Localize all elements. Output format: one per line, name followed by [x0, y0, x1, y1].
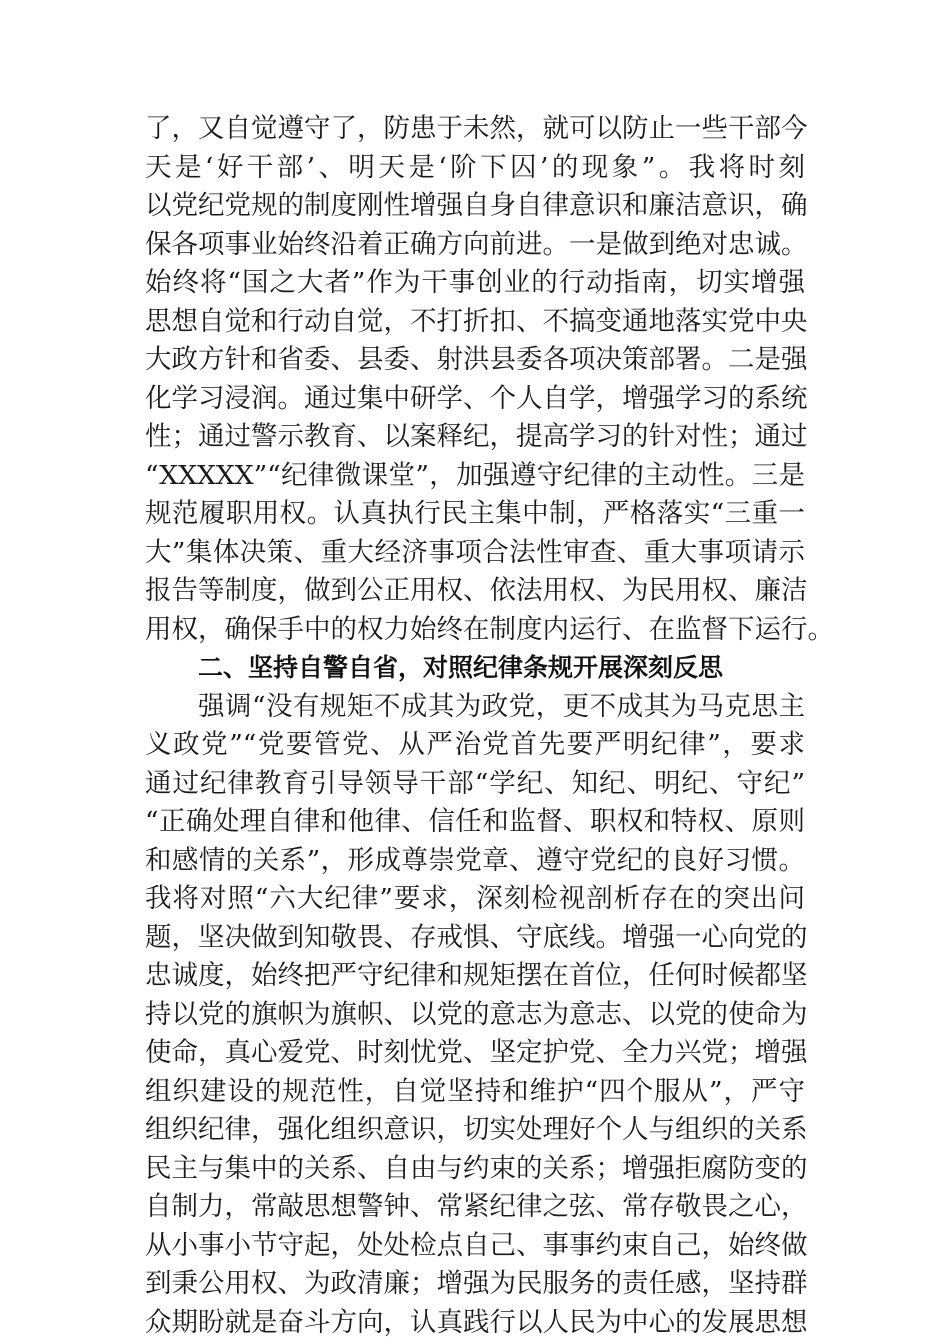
text-line: 组织建设的规范性，自觉坚持和维护“四个服从”，严守 — [145, 1075, 805, 1107]
text-line: 大”集体决策、重大经济事项合法性审查、重大事项请示 — [145, 536, 805, 568]
text-line: 题，坚决做到知敬畏、存戒惧、守底线。增强一心向党的 — [145, 921, 808, 953]
text-line: 使命，真心爱党、时刻忧党、坚定护党、全力兴党；增强 — [145, 1037, 808, 1068]
text-line: 以党纪党规的制度刚性增强自身自律意识和廉洁意识，确 — [145, 190, 808, 221]
text-line: “正确处理自律和他律、信任和监督、职权和特权、原则 — [145, 806, 805, 837]
text-line: 报告等制度，做到公正用权、依法用权、为民用权、廉洁 — [145, 575, 808, 606]
text-line: 民主与集中的关系、自由与约束的关系；增强拒腐防变的 — [145, 1152, 808, 1184]
text-line: 强调“没有规矩不成其为政党，更不成其为马克思主 — [198, 690, 805, 722]
text-line: 保各项事业始终沿着正确方向前进。一是做到绝对忠诚。 — [145, 228, 808, 260]
text-line: 天是‘好干部’、明天是‘阶下囚’的现象”。我将时刻 — [145, 151, 805, 183]
section-heading: 二、坚持自警自省，对照纪律条规开展深刻反思 — [198, 653, 724, 682]
paragraph-discipline-intro — [145, 110, 834, 649]
text-line: 义政党”“党要管党、从严治党首先要严明纪律”，要求 — [145, 729, 805, 760]
text-line: 众期盼就是奋斗方向，认真践行以人民为中心的发展思想 — [145, 1306, 808, 1338]
text-line: “XXXXX”“纪律微课堂”，加强遵守纪律的主动性。三是 — [145, 459, 805, 491]
text-line: 了，又自觉遵守了，防患于未然，就可以防止一些干部今 — [145, 113, 808, 144]
text-line: 从小事小节守起，处处检点自己、事事约束自己，始终做 — [145, 1229, 808, 1261]
text-line: 大政方针和省委、县委、射洪县委各项决策部署。二是强 — [145, 344, 808, 375]
text-line: 自制力，常敲思想警钟、常紧纪律之弦、常存敬畏之心， — [145, 1191, 808, 1222]
text-line: 用权，确保手中的权力始终在制度内运行、在监督下运行。 — [145, 613, 834, 645]
text-line: 性；通过警示教育、以案释纪，提高学习的针对性；通过 — [145, 421, 808, 452]
text-line: 我将对照“六大纪律”要求，深刻检视剖析存在的突出问 — [145, 883, 805, 914]
text-line: 到秉公用权、为政清廉；增强为民服务的责任感，坚持群 — [145, 1268, 808, 1299]
text-line: 规范履职用权。认真执行民主集中制，严格落实“三重一 — [145, 498, 805, 529]
text-line: 通过纪律教育引导领导干部“学纪、知纪、明纪、守纪” — [145, 767, 805, 799]
document-body — [145, 110, 834, 1342]
text-line: 思想自觉和行动自觉，不打折扣、不搞变通地落实党中央 — [145, 305, 808, 337]
text-line: 忠诚度，始终把严守纪律和规矩摆在首位，任何时候都坚 — [145, 960, 808, 991]
text-line: 化学习浸润。通过集中研学、个人自学，增强学习的系统 — [145, 382, 808, 414]
text-line: 和感情的关系”，形成尊崇党章、遵守党纪的良好习惯。 — [145, 844, 805, 876]
text-line: 始终将“国之大者”作为干事创业的行动指南，切实增强 — [145, 267, 805, 298]
paragraph-self-reflection — [145, 688, 808, 1343]
text-line: 持以党的旗帜为旗帜、以党的意志为意志、以党的使命为 — [145, 998, 808, 1030]
text-line: 组织纪律，强化组织意识，切实处理好个人与组织的关系 — [145, 1114, 808, 1145]
